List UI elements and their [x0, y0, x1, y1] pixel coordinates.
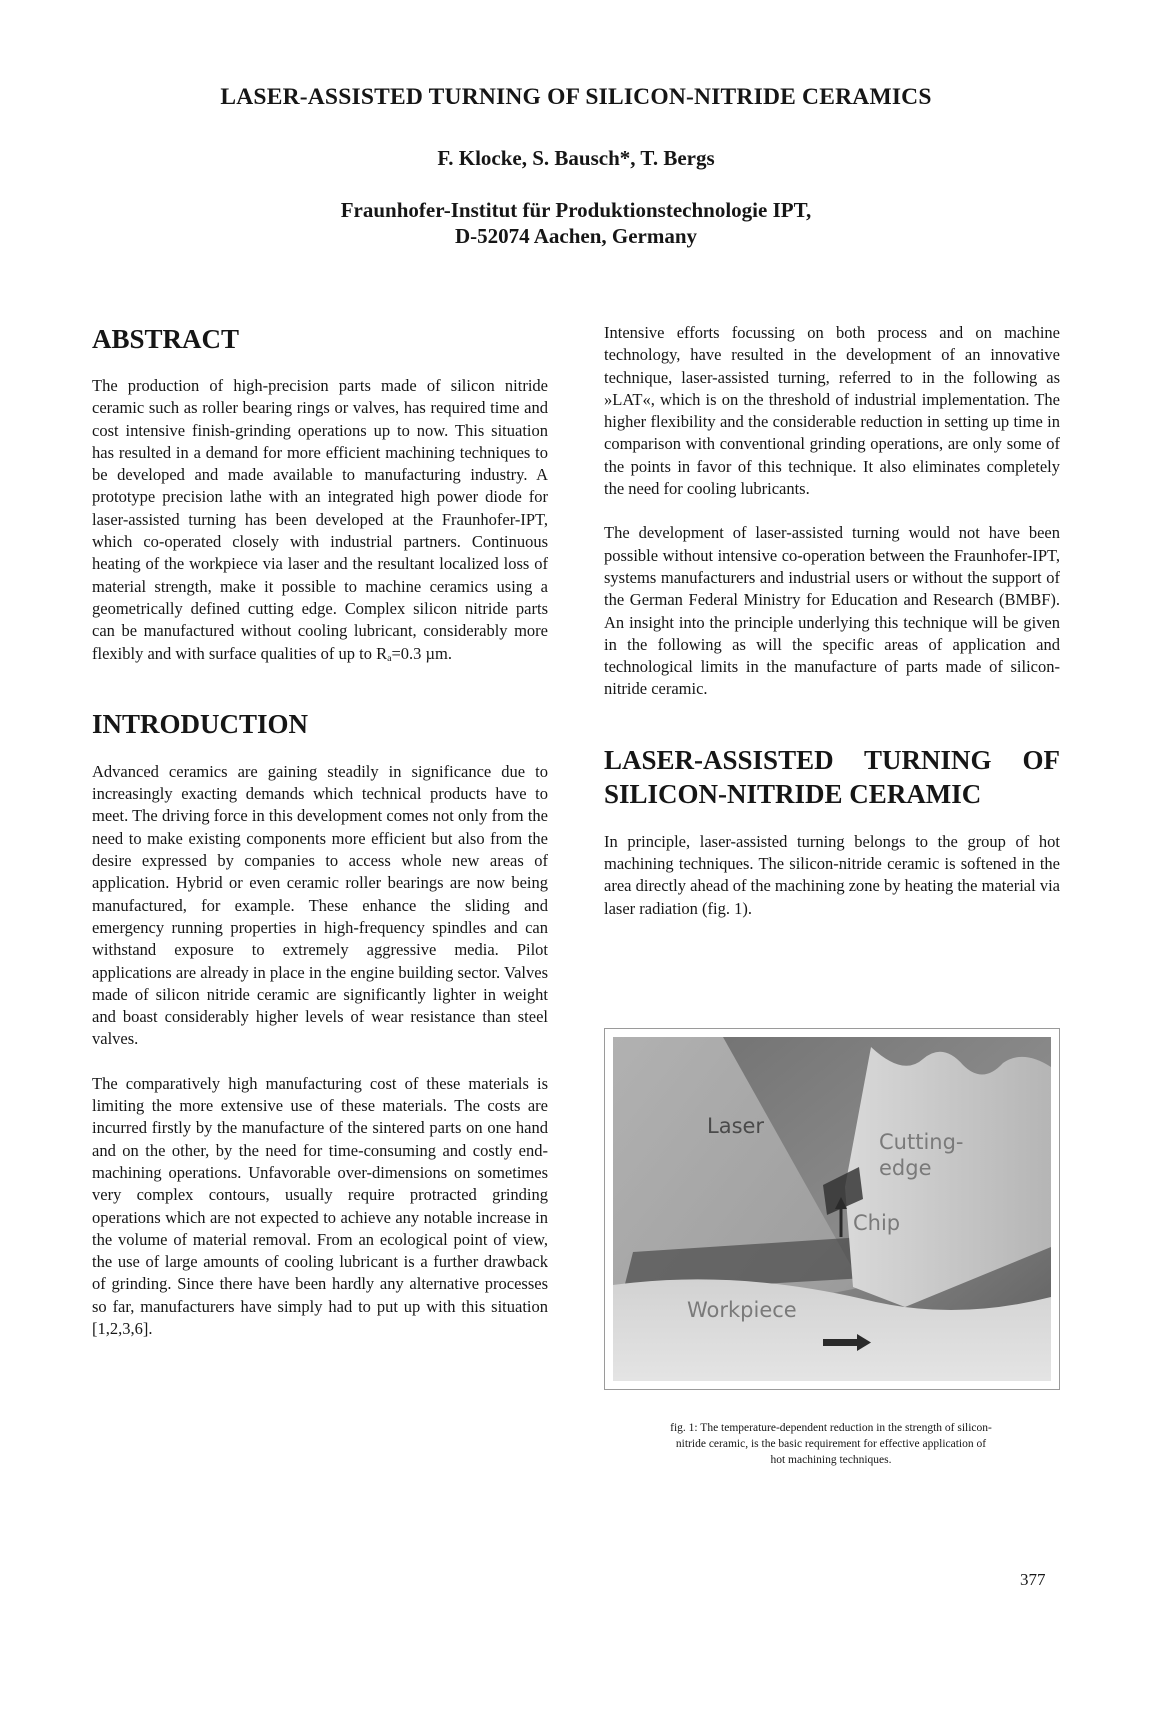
abstract-heading: ABSTRACT [92, 324, 240, 354]
abstract-text-end: =0.3 µm. [391, 643, 453, 663]
caption-line-3: hot machining techniques. [770, 1454, 892, 1466]
section-paragraph: In principle, laser-assisted turning belongs to the group of hot machining techniques. The silicon-nitride ceramic is softened in the area directly ahead of the machining zone by heating the material via laser radiation (fig. 1). [604, 831, 1060, 918]
section-heading [604, 743, 1060, 811]
label-laser: Laser [707, 1114, 765, 1138]
figure-caption [590, 1420, 1072, 1468]
page-number: 377 [1020, 1570, 1046, 1589]
introduction-heading: INTRODUCTION [92, 708, 309, 739]
label-chip: Chip [853, 1211, 901, 1235]
paper-title: LASER-ASSISTED TURNING OF SILICON-NITRIDE CERAMICS [220, 84, 932, 110]
affiliation-line-1: Fraunhofer-Institut für Produktionstechnologie IPT, [340, 198, 812, 222]
affiliation-line-2: D-52074 Aachen, Germany [454, 224, 698, 248]
section-heading-line-2: SILICON-NITRIDE CERAMIC [604, 778, 982, 809]
caption-line-2: nitride ceramic, is the basic requirement for effective application of [675, 1438, 987, 1450]
introduction-paragraph-1: Advanced ceramics are gaining steadily in significance due to increasingly exacting demands which technical products have to meet. The driving force in this development comes not only from the need to make existing components more efficient but also from the desire expressed by companies to access whole new areas of application. Hybrid or even ceramic roller bearings are now being manufactured, for example. These enhance the sliding and emergency running properties in high-frequency spindles and can withstand exposure to extremely aggressive media. Pilot applications are already in place in the engine building sector. Valves made of silicon nitride ceramic are significantly lighter in weight and boast considerably higher levels of wear resistance than steel valves. [92, 761, 548, 1049]
lat-intro-paragraph: Intensive efforts focussing on both process and on machine technology, have resulted in the development of an innovative technique, laser-assisted turning, referred to in the following as »LAT«, which is on the threshold of industrial implementation. The higher flexibility and the considerable reduction in setting up time in comparison with conventional grinding operations, are only some of the points in favor of this technique. It also eliminates completely the need for cooling lubricants. [604, 323, 1060, 499]
left-column [92, 322, 548, 1340]
feed-arrow-line [823, 1339, 857, 1346]
affiliation [0, 197, 1152, 249]
author-list: F. Klocke, S. Bausch*, T. Bergs [437, 146, 715, 170]
laser-turning-illustration [613, 1037, 1051, 1381]
abstract-text-main: The production of high-precision parts made of silicon nitride ceramic such as roller bearing rings or valves, has required time and cost intensive finish-grinding operations up to now. This situation has resulted in a demand for more efficient machining techniques to be developed and made available to manufacturing industry. A prototype precision lathe with an integrated high power diode for laser-assisted turning has been developed at the Fraunhofer-IPT, which co-operated closely with industrial partners. Continuous heating of the workpiece via laser and the resultant localized loss of material strength, make it possible to machine ceramics using a geometrically defined cutting edge. Complex silicon nitride parts can be manufactured without cooling lubricant, considerably more flexibly and with surface qualities of up to R [92, 376, 548, 663]
abstract-text [92, 375, 548, 665]
abstract-subscript: a [387, 652, 392, 664]
label-workpiece: Workpiece [687, 1298, 797, 1322]
right-column [604, 322, 1060, 920]
section-heading-line-1: LASER-ASSISTED TURNING OF [604, 744, 1060, 775]
label-cutting-edge-line-2: edge [879, 1156, 932, 1180]
label-cutting-edge-line-1: Cutting- [879, 1130, 964, 1154]
cooperation-paragraph: The development of laser-assisted turning would not have been possible without intensive co-operation between the Fraunhofer-IPT, systems manufacturers and industrial users or without the support of the German Federal Ministry for Education and Research (BMBF). An insight into the principle underlying this technique will be given in the following as will the specific areas of application and technological limits in the manufacture of parts made of silicon-nitride ceramic. [604, 523, 1060, 699]
figure-1 [604, 1028, 1060, 1390]
caption-line-1: fig. 1: The temperature-dependent reduction in the strength of silicon- [670, 1422, 992, 1434]
introduction-paragraph-2: The comparatively high manufacturing cost of these materials is limiting the more extensive use of these materials. The costs are incurred firstly by the manufacture of the sintered parts on one hand and on the other, by the need for time-consuming and costly end-machining operations. Unfavorable over-dimensions on sometimes very complex contours, usually require protracted grinding operations which are not expected to achieve any notable increase in the volume of material removal. From an ecological point of view, the use of large amounts of cooling lubricant is a further drawback of grinding. Since there have been hardly any alternative processes so far, manufacturers have simply had to put up with this situation [1,2,3,6]. [92, 1073, 548, 1338]
